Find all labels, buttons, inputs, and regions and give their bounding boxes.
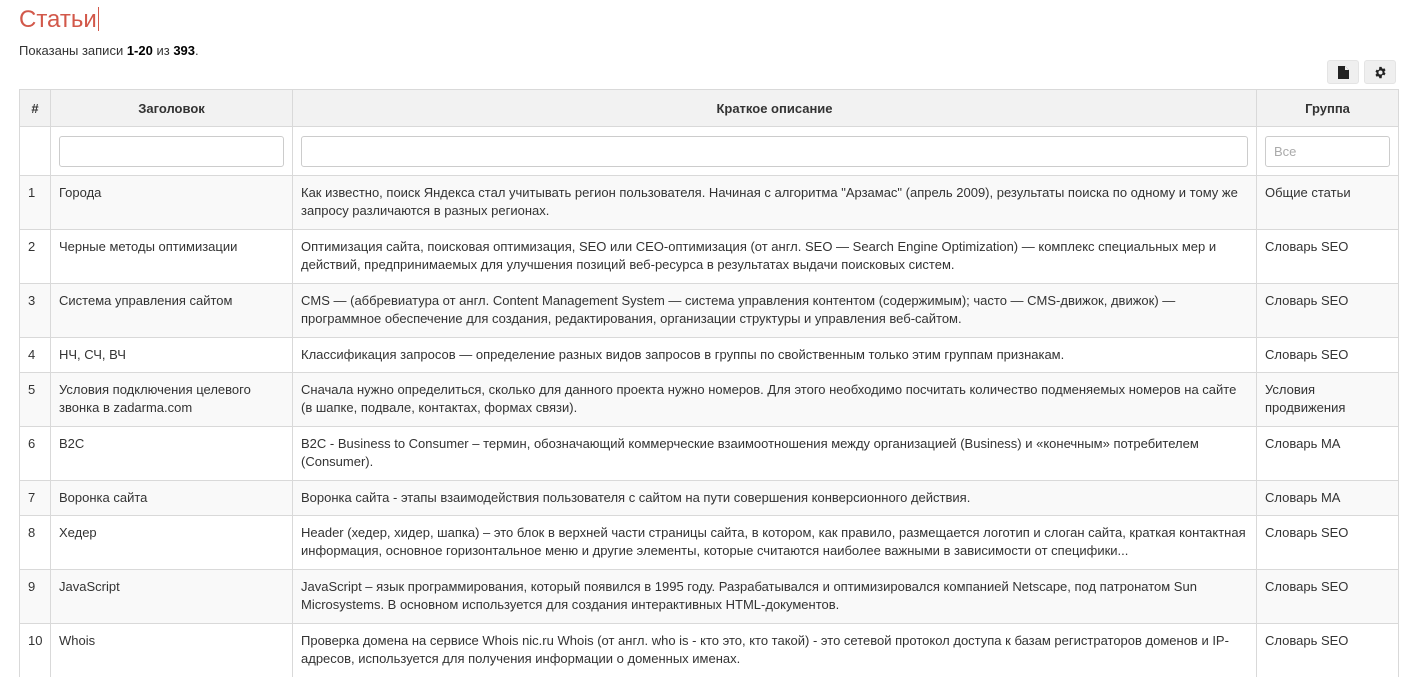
row-number: 1 [20,176,51,230]
summary-range: 1-20 [126,43,153,58]
row-group: Словарь MA [1257,481,1399,516]
column-header-description[interactable]: Краткое описание [293,90,1257,127]
row-title: Воронка сайта [51,481,293,516]
row-group: Словарь SEO [1257,570,1399,624]
filter-cell-title [51,127,293,176]
row-title: Хедер [51,516,293,570]
row-title: НЧ, СЧ, ВЧ [51,338,293,373]
row-description: Воронка сайта - этапы взаимодействия пользователя с сайтом на пути совершения конверсионного действия. [293,481,1257,516]
table-row [20,373,1399,427]
row-number: 3 [20,284,51,338]
row-group: Словарь SEO [1257,230,1399,284]
table-row [20,427,1399,481]
table-row [20,284,1399,338]
articles-table [19,89,1399,677]
filter-cell-number [20,127,51,176]
row-title: Черные методы оптимизации [51,230,293,284]
row-description: Классификация запросов — определение разных видов запросов в группы по свойственным только этим группам признакам. [293,338,1257,373]
column-header-title[interactable]: Заголовок [51,90,293,127]
row-description: B2C - Business to Consumer – термин, обозначающий коммерческие взаимоотношения между организацией (Business) и «конечным» потребителем (Consumer). [293,427,1257,481]
row-number: 2 [20,230,51,284]
row-group: Словарь SEO [1257,516,1399,570]
table-row [20,516,1399,570]
table-row [20,230,1399,284]
row-title: Города [51,176,293,230]
page-title-text: Статьи [19,6,97,33]
row-description: Проверка домена на сервисе Whois nic.ru Whois (от англ. who is - кто это, кто такой) - это сетевой протокол доступа к базам регистраторов доменов и IP-адресов, используется для получения информации о доменных именах. [293,624,1257,677]
row-number: 9 [20,570,51,624]
row-group: Словарь SEO [1257,338,1399,373]
row-number: 4 [20,338,51,373]
row-description: Оптимизация сайта, поисковая оптимизация, SEO или СЕО-оптимизация (от англ. SEO — Search Engine Optimization) — комплекс специальных мер и действий, предпринимаемых для улучшения позиций веб-ресурса в результатах выдачи поисковых систем. [293,230,1257,284]
table-row [20,338,1399,373]
row-group: Общие статьи [1257,176,1399,230]
row-title: JavaScript [51,570,293,624]
row-title: Whois [51,624,293,677]
description-filter-input[interactable] [301,136,1248,167]
table-row [20,624,1399,677]
row-group: Словарь SEO [1257,284,1399,338]
row-title: B2C [51,427,293,481]
summary-prefix: Показаны записи [19,43,127,58]
title-filter-input[interactable] [59,136,284,167]
records-summary [19,43,199,59]
column-header-group[interactable]: Группа [1257,90,1399,127]
text-cursor [98,7,99,31]
row-number: 6 [20,427,51,481]
row-group: Условия продвижения [1257,373,1399,427]
filter-cell-group [1257,127,1399,176]
summary-mid: из [152,43,174,58]
summary-total: 393 [173,43,196,58]
row-description: CMS — (аббревиатура от англ. Content Management System — система управления контентом (содержимым); часто — CMS-движок, движок) — программное обеспечение для создания, редактирования, организации структуры и управления веб-сайтом. [293,284,1257,338]
row-group: Словарь MA [1257,427,1399,481]
summary-suffix: . [195,43,199,58]
row-title: Условия подключения целевого звонка в zadarma.com [51,373,293,427]
table-row [20,481,1399,516]
table-row [20,176,1399,230]
row-title: Система управления сайтом [51,284,293,338]
filter-row [20,127,1399,176]
row-number: 8 [20,516,51,570]
row-number: 7 [20,481,51,516]
column-header-number[interactable]: # [20,90,51,127]
page-title [19,6,99,34]
group-filter-input[interactable] [1265,136,1390,167]
row-description: Как известно, поиск Яндекса стал учитывать регион пользователя. Начиная с алгоритма "Арзамас" (апрель 2009), результаты поиска по одному и тому же запросу различаются в разных регионах. [293,176,1257,230]
file-icon [1338,66,1349,79]
table-header-row [20,90,1399,127]
export-button[interactable] [1327,60,1359,84]
filter-cell-description [293,127,1257,176]
settings-button[interactable] [1364,60,1396,84]
row-description: JavaScript – язык программирования, который появился в 1995 году. Разрабатывался и оптимизировался компанией Netscape, под патронатом Sun Microsystems. В основном используется для создания интерактивных HTML-документов. [293,570,1257,624]
row-number: 10 [20,624,51,677]
gear-icon [1374,66,1387,79]
table-row [20,570,1399,624]
row-description: Сначала нужно определиться, сколько для данного проекта нужно номеров. Для этого необходимо посчитать количество подменяемых номеров на сайте (в шапке, подвале, контактах, формах связи). [293,373,1257,427]
row-number: 5 [20,373,51,427]
row-group: Словарь SEO [1257,624,1399,677]
row-description: Header (хедер, хидер, шапка) – это блок в верхней части страницы сайта, в котором, как правило, размещается логотип и слоган сайта, краткая контактная информация, основное горизонтальное меню и другие элементы, которые считаются наиболее важными в зависимости от специфики... [293,516,1257,570]
